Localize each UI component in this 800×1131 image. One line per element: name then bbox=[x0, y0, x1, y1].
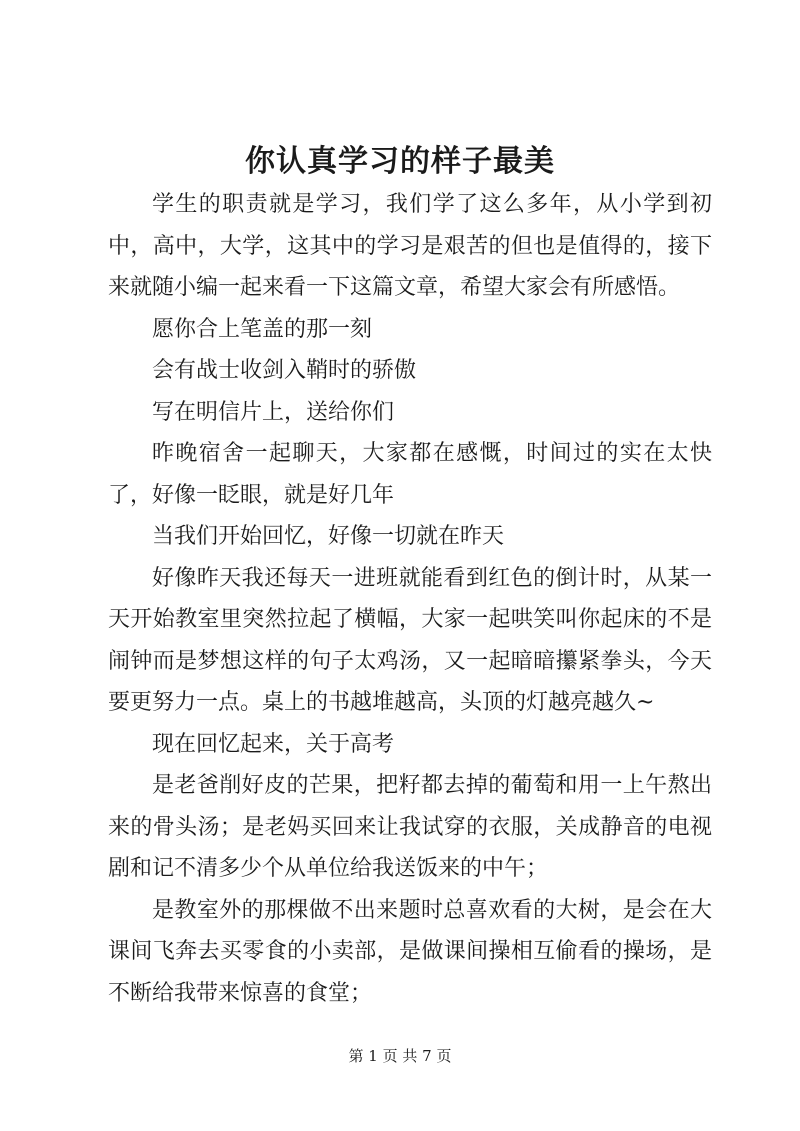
paragraph-2: 愿你合上笔盖的那一刻 bbox=[152, 316, 373, 342]
paragraph-3: 会有战士收剑入鞘时的骄傲 bbox=[152, 358, 417, 383]
paragraph-9: 是老爸削好皮的芒果，把籽都去掉的葡萄和用一上午熬出来的骨头汤；是老妈买回来让我试穿的衣服，关成静音的电视剧和记不清多少个从单位给我送饭来的中午； bbox=[108, 773, 712, 881]
paragraph-6: 当我们开始回忆，好像一切就在昨天 bbox=[152, 524, 505, 549]
document-title: 你认真学习的样子最美 bbox=[245, 144, 555, 179]
paragraph-intro: 学生的职责就是学习，我们学了这么多年，从小学到初中，高中，大学，这其中的学习是艰苦的但也是值得的，接下来就随小编一起来看一下这篇文章，希望大家会有所感悟。 bbox=[108, 192, 712, 300]
paragraph-8: 现在回忆起来，关于高考 bbox=[152, 731, 395, 757]
document-body bbox=[108, 184, 712, 1014]
paragraph-5: 昨晚宿舍一起聊天，大家都在感慨，时间过的实在太快了，好像一眨眼，就是好几年 bbox=[108, 441, 712, 508]
paragraph-7: 好像昨天我还每天一进班就能看到红色的倒计时，从某一天开始教室里突然拉起了横幅，大家一起哄笑叫你起床的不是闹钟而是梦想这样的句子太鸡汤，又一起暗暗攥紧拳头，今天要更努力一点。桌上的书越堆越高，头顶的灯越亮越久~ bbox=[108, 565, 712, 715]
paragraph-4: 写在明信片上，送给你们 bbox=[152, 399, 395, 425]
paragraph-10: 是教室外的那棵做不出来题时总喜欢看的大树，是会在大课间飞奔去买零食的小卖部，是做课间操相互偷看的操场，是不断给我带来惊喜的食堂； bbox=[108, 897, 712, 1006]
page-footer: 第 1 页 共 7 页 bbox=[348, 1047, 452, 1065]
